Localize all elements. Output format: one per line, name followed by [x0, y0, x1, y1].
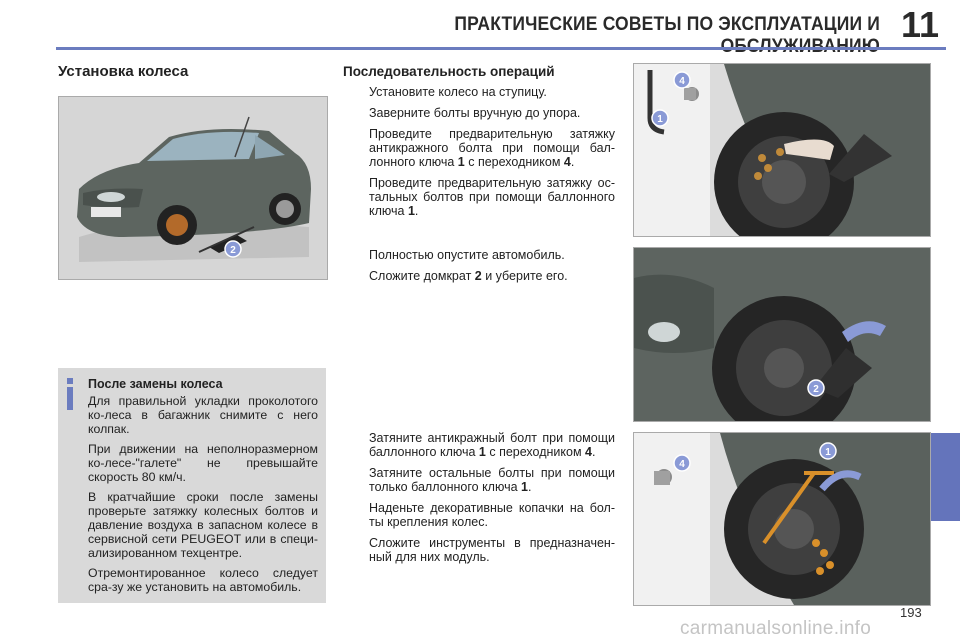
info-paragraph: Для правильной укладки проколотого ко-леса в багажник снимите с него колпак.	[88, 394, 318, 436]
info-box	[58, 368, 326, 603]
chapter-number: 11	[900, 4, 940, 45]
callout-1: 1	[825, 447, 831, 458]
step-item: Проведите предварительную затяжку ос-тальных болтов при помощи баллонного ключа 1.	[369, 176, 615, 218]
callout-1: 1	[657, 114, 663, 125]
info-paragraph: При движении на неполноразмерном ко-лесе-"галете" не превышайте скорость 80 км/ч.	[88, 442, 318, 484]
chapter-tab[interactable]	[926, 433, 960, 521]
page-number: 193	[900, 605, 922, 620]
step-item: Затяните антикражный болт при помощи баллонного ключа 1 с переходником 4.	[369, 431, 615, 459]
step-item: Сложите домкрат 2 и уберите его.	[369, 269, 568, 283]
watermark: carmanualsonline.info	[680, 618, 872, 639]
lower-car-illustration	[633, 247, 931, 422]
header-rule	[56, 47, 946, 50]
step-item: Проведите предварительную затяжку антикражного болта при помощи бал-лонного ключа 1 с переходником 4.	[369, 127, 615, 169]
info-text	[88, 394, 318, 600]
step-item: Затяните остальные болты при помощи только баллонного ключа 1.	[369, 466, 615, 494]
step-item: Полностью опустите автомобиль.	[369, 248, 565, 262]
info-paragraph: Отремонтированное колесо следует сра-зу же установить на автомобиль.	[88, 566, 318, 594]
car-illustration	[58, 96, 328, 280]
chapter-title: ПРАКТИЧЕСКИЕ СОВЕТЫ ПО ЭКСПЛУАТАЦИИ И	[454, 14, 880, 35]
callout-2: 2	[813, 384, 819, 395]
wheel-mount-illustration	[633, 63, 931, 237]
step-item: Установите колесо на ступицу.	[369, 85, 547, 99]
step-item: Наденьте декоративные копачки на бол-ты крепления колес.	[369, 501, 615, 529]
callout-2: 2	[230, 245, 236, 256]
step-item: Сложите инструменты в предназначен-ный для них модуль.	[369, 536, 615, 564]
section-title: Установка колеса	[58, 63, 189, 80]
sequence-title: Последовательность операций	[343, 64, 555, 79]
info-title: После замены колеса	[88, 377, 223, 391]
info-paragraph: В кратчайшие сроки после замены проверьте затяжку колесных болтов и давление воздуха в запасном колесе в сервисной сети PEUGEOT или в специ-ализированном техцентре.	[88, 490, 318, 560]
callout-4: 4	[679, 459, 685, 470]
steps-group-1	[343, 85, 615, 225]
info-icon	[64, 378, 76, 410]
steps-group-2	[343, 248, 615, 290]
callout-4: 4	[679, 76, 685, 87]
step-item: Заверните болты вручную до упора.	[369, 106, 581, 120]
steps-group-3	[343, 431, 615, 571]
tighten-bolts-illustration	[633, 432, 931, 606]
